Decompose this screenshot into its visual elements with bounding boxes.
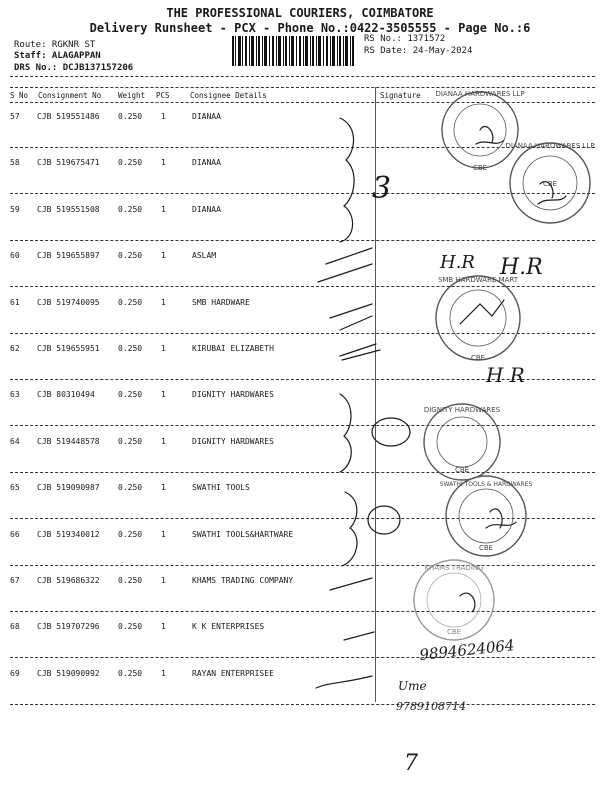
stamp-text-3: SMB HARDWARE MART xyxy=(437,276,519,284)
row-divider xyxy=(10,518,595,519)
cell-consignment: CJB 519448578 xyxy=(37,436,100,446)
row-divider xyxy=(10,425,595,426)
table-row xyxy=(0,382,600,428)
company-title: THE PROFESSIONAL COURIERS, COIMBATORE xyxy=(166,6,434,20)
stamp-sub-2: CBE xyxy=(542,180,558,188)
col-sno: S No xyxy=(10,91,29,100)
cell-consignee: DIANAA xyxy=(192,112,221,121)
header-divider-top xyxy=(10,76,595,77)
cell-consignee: KHAMS TRADING COMPANY xyxy=(192,576,294,585)
row-divider xyxy=(10,565,595,566)
cell-sno: 58 xyxy=(10,158,20,168)
cell-consignee: RAYAN ENTERPRISEE xyxy=(192,668,274,678)
row-divider xyxy=(10,472,595,473)
table-row xyxy=(0,568,600,614)
col-pcs: PCS xyxy=(156,91,170,100)
cell-consignee: ASLAM xyxy=(192,251,217,261)
rs-number: RS No.: 1371572 xyxy=(364,34,446,44)
stamp-text-2: DIANAA HARDWARES LLP xyxy=(505,142,595,150)
cell-sno: 60 xyxy=(10,251,20,261)
stamp-sub-5: CBE xyxy=(478,544,494,552)
row-divider xyxy=(10,657,595,658)
cell-pcs: 1 xyxy=(161,297,166,307)
stamp-sub-6: CBE xyxy=(446,628,462,636)
cell-sno: 68 xyxy=(10,622,20,632)
row-divider xyxy=(10,240,595,241)
cell-consignment: CJB 80310494 xyxy=(37,390,95,400)
cell-consignment: CJB 519686322 xyxy=(37,576,100,585)
row-divider xyxy=(10,286,595,287)
col-consignee: Consignee Details xyxy=(190,91,267,100)
table-row xyxy=(0,197,600,243)
cell-weight: 0.250 xyxy=(118,204,143,214)
stamp-sub-3: CBE xyxy=(470,354,486,362)
row-divider xyxy=(10,704,595,705)
cell-weight: 0.250 xyxy=(118,529,143,539)
cell-consignment: CJB 519090992 xyxy=(37,668,100,678)
runsheet-title: Delivery Runsheet - PCX - Phone No.:0422-3505555 - Page No.:6 xyxy=(89,21,531,35)
cell-weight: 0.250 xyxy=(118,251,143,261)
staff-label: Staff: ALAGAPPAN xyxy=(14,51,101,61)
stamp-text-6: KHAMS TRADING xyxy=(424,564,484,572)
stamp-text-4: DIGNITY HARDWARES xyxy=(423,406,501,414)
col-weight: Weight xyxy=(118,91,146,100)
cell-pcs: 1 xyxy=(161,483,166,493)
table-row xyxy=(0,150,600,196)
cell-weight: 0.250 xyxy=(118,622,143,632)
header-divider-bottom xyxy=(10,102,595,103)
cell-consignee: SMB HARDWARE xyxy=(192,297,250,307)
cell-consignment: CJB 519740095 xyxy=(37,297,100,307)
table-row xyxy=(0,522,600,568)
table-row xyxy=(0,614,600,660)
table-row xyxy=(0,429,600,475)
cell-pcs: 1 xyxy=(161,204,166,214)
cell-pcs: 1 xyxy=(161,112,166,121)
cell-pcs: 1 xyxy=(161,668,166,678)
cell-pcs: 1 xyxy=(161,158,166,168)
hw-page-mark: 7 xyxy=(404,751,418,776)
table-row xyxy=(0,104,600,150)
cell-consignment: CJB 519675471 xyxy=(37,158,100,168)
cell-weight: 0.250 xyxy=(118,483,143,493)
cell-consignment: CJB 519551486 xyxy=(37,112,100,121)
cell-sno: 61 xyxy=(10,297,20,307)
cell-pcs: 1 xyxy=(161,529,166,539)
stamp-sub-4: CBE xyxy=(454,466,470,474)
row-divider xyxy=(10,379,595,380)
cell-consignee: DIGNITY HARDWARES xyxy=(192,436,274,446)
stamp-text-5: SWATHI TOOLS & HARDWARES xyxy=(439,481,533,488)
hw-hr-2: H.R xyxy=(500,255,543,280)
cell-weight: 0.250 xyxy=(118,297,143,307)
table-row xyxy=(0,243,600,289)
cell-consignee: DIANAA xyxy=(192,204,221,214)
cell-weight: 0.250 xyxy=(118,344,143,353)
cell-weight: 0.250 xyxy=(118,668,143,678)
cell-consignee: SWATHI TOOLS&HARTWARE xyxy=(192,529,294,539)
cell-sno: 69 xyxy=(10,668,20,678)
cell-consignment: CJB 519707296 xyxy=(37,622,100,632)
col-signature: Signature xyxy=(380,91,421,100)
cell-weight: 0.250 xyxy=(118,436,143,446)
cell-consignee: K K ENTERPRISES xyxy=(192,622,265,632)
hw-note-69-phone: 9789108714 xyxy=(396,700,466,713)
cell-consignment: CJB 519655951 xyxy=(37,344,100,353)
cell-consignee: DIANAA xyxy=(192,158,221,168)
cell-sno: 65 xyxy=(10,483,20,493)
cell-sno: 63 xyxy=(10,390,20,400)
row-divider xyxy=(10,333,595,334)
cell-consignee: KIRUBAI ELIZABETH xyxy=(192,344,274,353)
cell-pcs: 1 xyxy=(161,251,166,261)
hw-hr-3: H R xyxy=(486,363,525,387)
cell-sno: 67 xyxy=(10,576,20,585)
cell-sno: 57 xyxy=(10,112,20,121)
hw-note-68: 9894624064 xyxy=(418,636,516,664)
cell-consignment: CJB 519551508 xyxy=(37,204,100,214)
row-divider xyxy=(10,147,595,148)
barcode xyxy=(232,36,354,66)
rs-date: RS Date: 24-May-2024 xyxy=(364,46,473,56)
cell-sno: 62 xyxy=(10,344,20,353)
col-consignment: Consignment No xyxy=(38,91,102,100)
cell-sno: 64 xyxy=(10,436,20,446)
hw-hr-1: H.R xyxy=(440,252,475,273)
cell-weight: 0.250 xyxy=(118,158,143,168)
cell-consignment: CJB 519090987 xyxy=(37,483,100,493)
cell-pcs: 1 xyxy=(161,576,166,585)
stamp-text-1: DIANAA HARDWARES LLP xyxy=(435,90,525,98)
row-divider xyxy=(10,193,595,194)
table-row xyxy=(0,290,600,336)
cell-consignment: CJB 519340012 xyxy=(37,529,100,539)
cell-pcs: 1 xyxy=(161,436,166,446)
cell-weight: 0.250 xyxy=(118,390,143,400)
hw-note-69-name: Ume xyxy=(398,679,427,693)
cell-pcs: 1 xyxy=(161,344,166,353)
cell-consignee: SWATHI TOOLS xyxy=(192,483,250,493)
cell-weight: 0.250 xyxy=(118,112,143,121)
table-row xyxy=(0,336,600,382)
cell-sno: 59 xyxy=(10,204,20,214)
hw-numeral: 3 xyxy=(372,171,392,206)
row-divider xyxy=(10,611,595,612)
cell-sno: 66 xyxy=(10,529,20,539)
route-label: Route: RGKNR ST xyxy=(14,40,96,50)
cell-consignment: CJB 519655897 xyxy=(37,251,100,261)
cell-pcs: 1 xyxy=(161,622,166,632)
header-divider-mid xyxy=(10,87,595,88)
cell-weight: 0.250 xyxy=(118,576,143,585)
cell-consignee: DIGNITY HARDWARES xyxy=(192,390,274,400)
table-row xyxy=(0,475,600,521)
drs-number: DRS No.: DCJB137157206 xyxy=(14,63,134,73)
stamp-sub-1: CBE xyxy=(472,164,488,172)
cell-pcs: 1 xyxy=(161,390,166,400)
table-row xyxy=(0,661,600,707)
